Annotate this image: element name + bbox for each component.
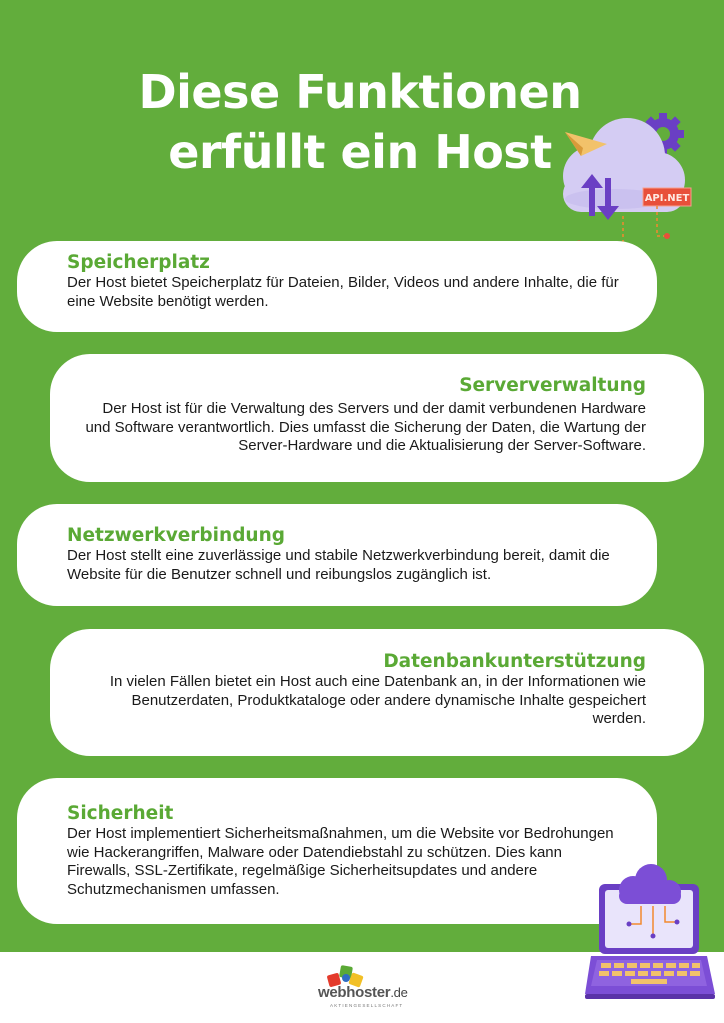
title-line-1: Diese Funktionen [138,65,582,119]
card-heading: Speicherplatz [67,252,210,273]
laptop-cloud-icon [585,864,717,1004]
logo-name: webhoster [318,984,391,1001]
logo-tld: .de [390,985,408,1000]
cloud-server-icon [545,104,695,254]
page-title [120,62,600,182]
logo-subtitle: AKTIENGESELLSCHAFT [330,1003,404,1008]
card-text: Der Host implementiert Sicherheitsmaßnahmen, um die Website vor Bedrohungen wie Hackerangriffen, Malware oder Datendiebstahl zu schützen. Dies kann Firewalls, SSL-Zertifikate, regelmäßige Sicherheitsupdates und andere Schutzmechanismen umfassen. [67,825,614,898]
card-heading: Netzwerkverbindung [67,525,286,546]
api-label: API.NET [644,193,690,204]
card-sicherheit [17,778,657,924]
card-heading: Serververwaltung [459,375,646,396]
title-line-2: erfüllt ein Host [168,125,552,179]
card-text: In vielen Fällen bietet ein Host auch eine Datenbank an, in der Informationen wie Benutzerdaten, Produktkataloge oder andere dynamische Inhalte gespeichert werden. [109,673,646,727]
logo-wordmark [318,984,408,1001]
card-serververwaltung [50,354,704,482]
card-text: Der Host bietet Speicherplatz für Dateien, Bilder, Videos und andere Inhalte, die für eine Website benötigt werden. [67,274,619,310]
card-text: Der Host stellt eine zuverlässige und stabile Netzwerkverbindung bereit, damit die Website für die Benutzer schnell und reibungslos zugänglich ist. [67,547,610,583]
card-text: Der Host ist für die Verwaltung des Servers und der damit verbundenen Hardware und Software verantwortlich. Dies umfasst die Sicherung der Daten, die Wartung der Server-Hardware und die Aktualisierung der Server-Software. [85,400,646,454]
card-heading: Datenbankunterstützung [383,651,646,672]
card-heading: Sicherheit [67,803,174,824]
webhoster-logo [318,962,428,1014]
card-netzwerkverbindung [17,504,657,606]
card-datenbankunterstuetzung [50,629,704,756]
card-speicherplatz [17,241,657,332]
